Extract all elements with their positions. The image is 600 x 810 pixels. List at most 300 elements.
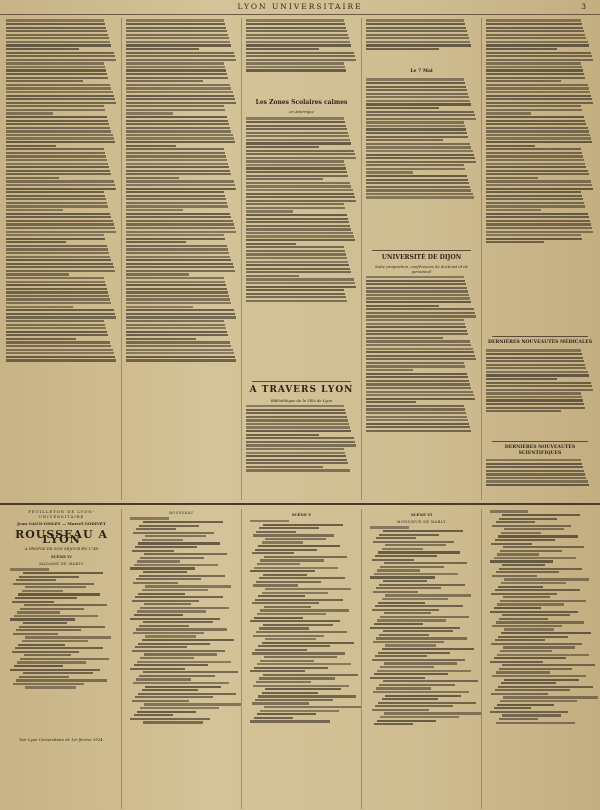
- text-line: [486, 152, 582, 154]
- text-line: [246, 135, 349, 137]
- text-line: [246, 261, 348, 263]
- text-line: [366, 333, 468, 335]
- text-line: [486, 213, 588, 215]
- text-line: [126, 334, 228, 336]
- text-line: [126, 145, 176, 147]
- text-line: [246, 434, 319, 436]
- text-line: [366, 419, 468, 421]
- text-line: [490, 611, 577, 613]
- text-line: [126, 298, 230, 300]
- text-line: [130, 668, 184, 670]
- text-line: [126, 112, 173, 114]
- text-line: [6, 23, 105, 25]
- text-line: [250, 520, 289, 522]
- text-line: [385, 594, 472, 596]
- text-line: [246, 52, 354, 54]
- text-line: [246, 228, 351, 230]
- text-line: [246, 34, 348, 36]
- text-line: [145, 585, 232, 587]
- text-line: [486, 134, 590, 136]
- text-line: [246, 455, 346, 457]
- text-line: [6, 41, 110, 43]
- text-line: [257, 713, 316, 715]
- text-line: [490, 510, 528, 512]
- bibliotheque-subheading: Bibliothèque de la Ville de Lyon: [270, 398, 333, 403]
- text-line: [19, 676, 69, 678]
- text-line: [138, 693, 236, 695]
- text-line: [486, 220, 590, 222]
- text-line: [486, 392, 581, 394]
- text-line: [140, 657, 193, 659]
- text-line: [499, 668, 572, 670]
- speaker-2: ROUSSEAU: [169, 511, 194, 515]
- text-line: [6, 112, 53, 114]
- text-line: [126, 356, 235, 358]
- text-line: [6, 198, 106, 200]
- text-line: [24, 604, 107, 606]
- text-line: [6, 195, 105, 197]
- text-line: [366, 287, 467, 289]
- text-line: [246, 189, 353, 191]
- text-line: [253, 635, 324, 637]
- text-line: [246, 246, 344, 248]
- text-line: [246, 132, 348, 134]
- text-line: [373, 591, 419, 593]
- text-line: [6, 137, 114, 139]
- text-line: [264, 606, 312, 608]
- text-line: [486, 170, 588, 172]
- text-line: [254, 667, 328, 669]
- text-line: [494, 607, 542, 609]
- text-line: [486, 195, 582, 197]
- text-line: [14, 615, 98, 617]
- text-line: [366, 408, 465, 410]
- text-line: [246, 69, 346, 71]
- text-line: [500, 600, 586, 602]
- a-travers-lyon-heading: A TRAVERS LYON: [249, 385, 354, 395]
- text-line: [486, 396, 582, 398]
- text-line: [246, 452, 345, 454]
- text-line: [374, 723, 413, 725]
- text-line: [246, 462, 348, 464]
- text-line: [6, 205, 108, 207]
- text-line: [246, 164, 345, 166]
- text-line: [6, 313, 115, 315]
- text-line: [138, 643, 210, 645]
- text-line: [126, 234, 224, 236]
- text-line: [126, 352, 234, 354]
- text-line: [6, 184, 115, 186]
- text-line: [126, 52, 234, 54]
- text-line: [23, 672, 93, 674]
- text-line: [246, 271, 351, 273]
- text-line: [6, 345, 111, 347]
- text-line: [10, 568, 49, 570]
- text-line: [126, 223, 234, 225]
- text-line: [126, 62, 224, 64]
- text-line: [142, 639, 234, 641]
- text-line: [6, 306, 73, 308]
- scene-heading-1: SCÈNE IV: [50, 554, 73, 559]
- text-line: [366, 337, 443, 339]
- text-line: [6, 170, 110, 172]
- text-line: [380, 666, 433, 668]
- text-line: [6, 266, 114, 268]
- text-line: [143, 521, 223, 523]
- text-line: [500, 550, 562, 552]
- text-line: [366, 405, 464, 407]
- text-line: [382, 598, 449, 600]
- text-line: [16, 629, 81, 631]
- text-line: [366, 387, 471, 389]
- text-line: [10, 618, 74, 620]
- text-line: [126, 80, 203, 82]
- play-subtitle: A PROPOS DE SON SÉJOUR EN 1740: [24, 546, 99, 551]
- text-line: [486, 123, 586, 125]
- text-line: [126, 209, 183, 211]
- text-line: [6, 316, 116, 318]
- text-line: [246, 203, 344, 205]
- text-line: [366, 125, 465, 127]
- text-line: [246, 419, 348, 421]
- text-line: [366, 398, 475, 400]
- text-line: [17, 611, 60, 613]
- text-line: [366, 319, 464, 321]
- text-line: [366, 107, 439, 109]
- text-line: [376, 587, 441, 589]
- text-line: [126, 180, 234, 182]
- text-line: [486, 137, 591, 139]
- text-line: [135, 596, 223, 598]
- text-line: [139, 575, 224, 577]
- text-line: [250, 620, 340, 622]
- text-line: [6, 291, 108, 293]
- text-line: [126, 324, 225, 326]
- scene-heading-3: SCÈNE VI: [410, 512, 433, 517]
- text-line: [375, 655, 427, 657]
- text-line: [366, 412, 466, 414]
- text-line: [6, 302, 111, 304]
- column-5-rule-2: [492, 441, 588, 442]
- text-line: [378, 602, 425, 604]
- text-line: [497, 654, 589, 656]
- text-line: [366, 30, 467, 32]
- text-line: [126, 259, 231, 261]
- column-2: [122, 18, 242, 500]
- text-line: [140, 557, 203, 559]
- zones-scolaires-subheading: en Amérique: [289, 109, 314, 114]
- zones-scolaires-heading: Les Zones Scolaires calmes: [255, 99, 348, 106]
- text-line: [6, 27, 106, 29]
- text-line: [137, 560, 180, 562]
- text-line: [486, 80, 561, 82]
- text-line: [504, 578, 588, 580]
- text-line: [6, 98, 115, 100]
- text-line: [6, 277, 104, 279]
- text-line: [6, 231, 116, 233]
- text-line: [22, 640, 89, 642]
- text-line: [491, 693, 547, 695]
- text-line: [486, 407, 585, 409]
- masthead-title: LYON UNIVERSITAIRE: [237, 2, 363, 11]
- text-line: [135, 646, 187, 648]
- text-line: [145, 635, 196, 637]
- text-line: [6, 359, 116, 361]
- text-line: [126, 77, 228, 79]
- text-line: [6, 356, 115, 358]
- text-line: [246, 59, 356, 61]
- text-line: [134, 714, 173, 716]
- text-line: [499, 618, 548, 620]
- text-line: [126, 163, 228, 165]
- text-line: [486, 155, 583, 157]
- text-line: [486, 69, 583, 71]
- text-line: [486, 19, 581, 21]
- text-line: [246, 268, 350, 270]
- text-line: [366, 193, 473, 195]
- text-line: [6, 95, 114, 97]
- text-line: [486, 234, 581, 236]
- text-line: [126, 34, 228, 36]
- text-line: [499, 518, 557, 520]
- text-line: [246, 235, 354, 237]
- text-line: [126, 127, 230, 129]
- speaker-1: MADAME DE MABLY: [39, 562, 84, 566]
- text-line: [126, 327, 226, 329]
- text-line: [24, 654, 72, 656]
- text-line: [6, 320, 104, 322]
- text-line: [126, 170, 230, 172]
- text-line: [366, 308, 474, 310]
- text-line: [494, 557, 576, 559]
- text-line: [486, 52, 591, 54]
- text-line: [502, 664, 595, 666]
- text-line: [366, 401, 416, 403]
- text-line: [384, 662, 457, 664]
- text-line: [374, 673, 448, 675]
- text-line: [6, 245, 107, 247]
- text-line: [126, 195, 225, 197]
- text-line: [6, 281, 105, 283]
- text-line: [264, 556, 347, 558]
- text-line: [246, 207, 345, 209]
- text-line: [374, 573, 458, 575]
- text-line: [138, 542, 220, 544]
- text-line: [494, 657, 566, 659]
- text-line: [6, 295, 109, 297]
- text-line: [6, 155, 106, 157]
- text-line: [246, 185, 351, 187]
- text-line: [6, 80, 83, 82]
- text-line: [246, 44, 351, 46]
- text-line: [366, 423, 469, 425]
- text-line: [126, 166, 229, 168]
- text-line: [6, 324, 105, 326]
- text-line: [366, 376, 468, 378]
- text-line: [366, 146, 471, 148]
- text-line: [140, 607, 229, 609]
- text-line: [134, 564, 218, 566]
- text-line: [246, 153, 355, 155]
- text-line: [6, 263, 113, 265]
- text-line: [6, 227, 115, 229]
- play-title: ROUSSEAU A LYON: [15, 528, 108, 546]
- text-line: [372, 559, 414, 561]
- text-line: [499, 568, 582, 570]
- text-line: [23, 572, 103, 574]
- text-line: [126, 148, 224, 150]
- text-line: [486, 112, 531, 114]
- text-line: [126, 141, 235, 143]
- text-line: [246, 62, 344, 64]
- text-line: [486, 55, 592, 57]
- feuilleton-footer: Voir Lyon Universitaire de 1er février 1924.: [19, 737, 104, 742]
- text-line: [265, 588, 352, 590]
- text-line: [126, 306, 193, 308]
- text-line: [486, 48, 557, 50]
- text-line: [6, 191, 104, 193]
- column-2-text: [126, 19, 237, 361]
- text-line: [246, 278, 354, 280]
- text-line: [255, 549, 317, 551]
- text-line: [366, 96, 469, 98]
- text-line: [126, 273, 189, 275]
- text-line: [366, 86, 466, 88]
- text-line: [379, 684, 454, 686]
- text-line: [6, 273, 69, 275]
- feuilleton-section: [0, 503, 600, 810]
- text-line: [246, 121, 345, 123]
- text-line: [144, 653, 217, 655]
- text-line: [366, 290, 468, 292]
- text-line: [492, 525, 571, 527]
- text-line: [366, 305, 439, 307]
- text-line: [486, 116, 584, 118]
- text-line: [130, 517, 169, 519]
- text-line: [126, 66, 225, 68]
- text-line: [495, 539, 555, 541]
- text-line: [486, 241, 544, 243]
- text-line: [366, 150, 473, 152]
- text-line: [366, 383, 470, 385]
- text-line: [486, 463, 582, 465]
- text-line: [6, 331, 107, 333]
- text-line: [376, 537, 416, 539]
- text-line: [17, 661, 86, 663]
- text-line: [490, 711, 568, 713]
- text-line: [246, 250, 345, 252]
- text-line: [246, 289, 344, 291]
- text-line: [126, 309, 234, 311]
- text-line: [246, 178, 323, 180]
- text-line: [6, 223, 114, 225]
- text-line: [366, 157, 475, 159]
- text-line: [126, 177, 179, 179]
- text-line: [246, 182, 350, 184]
- text-line: [366, 189, 471, 191]
- text-line: [486, 410, 561, 412]
- text-line: [503, 646, 574, 648]
- text-line: [6, 241, 66, 243]
- text-line: [142, 689, 199, 691]
- text-line: [18, 593, 100, 595]
- text-line: [6, 134, 113, 136]
- column-5-rule-1: [492, 336, 588, 337]
- text-line: [252, 652, 345, 654]
- text-line: [257, 663, 351, 665]
- text-line: [126, 266, 234, 268]
- scene-heading-2: SCÈNE V: [291, 512, 312, 517]
- text-line: [486, 62, 581, 64]
- text-line: [486, 216, 589, 218]
- text-line: [486, 180, 591, 182]
- text-line: [504, 679, 579, 681]
- text-line: [246, 459, 347, 461]
- text-line: [366, 41, 470, 43]
- text-line: [486, 109, 582, 111]
- text-line: [378, 652, 450, 654]
- text-line: [12, 601, 54, 603]
- text-line: [366, 330, 467, 332]
- text-line: [486, 59, 593, 61]
- text-line: [126, 216, 231, 218]
- text-line: [366, 391, 473, 393]
- text-line: [383, 680, 478, 682]
- text-line: [23, 622, 67, 624]
- text-line: [373, 641, 444, 643]
- text-line: [126, 341, 230, 343]
- text-line: [380, 566, 443, 568]
- text-line: [263, 674, 358, 676]
- feuilleton-label: FEUILLETON DE LYON-UNIVERSITAIRE: [28, 509, 95, 519]
- text-line: [366, 358, 476, 360]
- text-line: [246, 405, 344, 407]
- text-line: [137, 610, 206, 612]
- text-line: [246, 221, 349, 223]
- text-line: [486, 127, 588, 129]
- text-line: [246, 423, 349, 425]
- text-line: [6, 84, 110, 86]
- text-line: [501, 532, 541, 534]
- text-line: [246, 300, 347, 302]
- text-line: [246, 167, 346, 169]
- text-line: [486, 145, 535, 147]
- text-line: [126, 231, 236, 233]
- text-line: [6, 148, 104, 150]
- text-line: [130, 718, 210, 720]
- feuilleton-authors: Jean GAGN-GISLEY — Marcel GODIVET: [17, 521, 106, 526]
- text-line: [246, 232, 353, 234]
- text-line: [126, 184, 235, 186]
- text-line: [366, 179, 468, 181]
- text-line: [499, 718, 538, 720]
- text-line: [258, 695, 356, 697]
- text-line: [246, 48, 319, 50]
- text-line: [377, 569, 420, 571]
- text-line: [6, 256, 110, 258]
- text-line: [495, 639, 546, 641]
- text-line: [486, 477, 586, 479]
- text-line: [132, 700, 190, 702]
- text-line: [495, 689, 571, 691]
- column-4-text-b: [366, 77, 477, 247]
- text-line: [126, 284, 226, 286]
- text-line: [126, 316, 236, 318]
- text-line: [6, 19, 104, 21]
- text-line: [20, 658, 109, 660]
- text-line: [497, 553, 539, 555]
- text-line: [126, 59, 236, 61]
